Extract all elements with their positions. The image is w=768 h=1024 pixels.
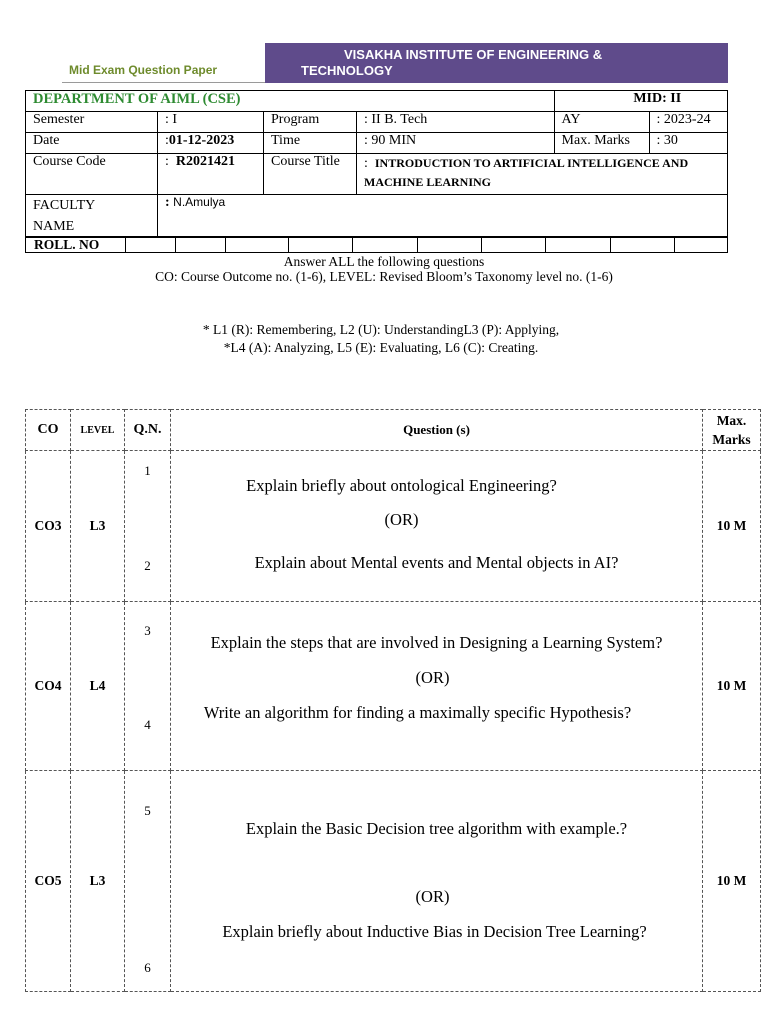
date-label: Date (26, 133, 158, 154)
course-title-label: Course Title (264, 154, 357, 195)
institute-name-line1: VISAKHA INSTITUTE OF ENGINEERING & (344, 47, 603, 62)
paper-label: Mid Exam Question Paper (69, 63, 218, 77)
faculty-label-line2: NAME (33, 219, 75, 234)
co-value: CO3 (26, 451, 71, 602)
max-marks-value: : 30 (649, 133, 727, 154)
roll-box[interactable] (482, 237, 546, 253)
question-cell (171, 771, 703, 992)
question-row (26, 602, 761, 771)
roll-box[interactable] (675, 237, 728, 253)
roll-box[interactable] (418, 237, 482, 253)
roll-box[interactable] (226, 237, 289, 253)
time-label: Time (264, 133, 357, 154)
question-number: 2 (144, 558, 151, 573)
department-name: DEPARTMENT OF AIML (CSE) (26, 91, 555, 112)
course-title-cell (357, 154, 728, 195)
course-code-label: Course Code (26, 154, 158, 195)
level-value: L3 (71, 771, 125, 992)
semester-value: : I (158, 112, 264, 133)
max-marks-label: Max. Marks (554, 133, 649, 154)
or-text: (OR) (415, 668, 450, 687)
marks-value: 10 M (703, 602, 761, 771)
level-value: L4 (71, 602, 125, 771)
marks-value: 10 M (703, 771, 761, 992)
time-value: : 90 MIN (357, 133, 555, 154)
faculty-prefix: : (165, 195, 170, 210)
roll-box[interactable] (289, 237, 353, 253)
roll-box[interactable] (611, 237, 675, 253)
col-header-level: LEVEL (71, 410, 125, 451)
roll-box[interactable] (126, 237, 176, 253)
question-number: 5 (144, 803, 151, 818)
instruction-levels-2: *L4 (A): Analyzing, L5 (E): Evaluating, L6 (C): Creating. (223, 340, 539, 355)
qn-cell (125, 771, 171, 992)
question-number: 1 (144, 463, 151, 478)
co-value: CO5 (26, 771, 71, 992)
paper-label-box (62, 62, 266, 83)
course-title-line2: MACHINE LEARNING (364, 175, 492, 189)
faculty-label-cell (26, 195, 158, 238)
instruction-answer-all: Answer ALL the following questions (283, 254, 485, 269)
ay-value: : 2023-24 (649, 112, 727, 133)
marks-value: 10 M (703, 451, 761, 602)
question-number: 6 (144, 960, 151, 975)
co-value: CO4 (26, 602, 71, 771)
max-marks-header-line2: Marks (712, 432, 751, 447)
question-text: Write an algorithm for finding a maximally specific Hypothesis? (203, 703, 632, 722)
level-value: L3 (71, 451, 125, 602)
instruction-levels-1: * L1 (R): Remembering, L2 (U): UnderstandingL3 (P): Applying, (202, 322, 560, 337)
question-text: Explain the Basic Decision tree algorithm with example.? (245, 819, 628, 838)
instruction-co-level: CO: Course Outcome no. (1-6), LEVEL: Revised Bloom’s Taxonomy level no. (1-6) (155, 269, 613, 284)
question-text: Explain about Mental events and Mental objects in AI? (254, 553, 619, 572)
program-label: Program (264, 112, 357, 133)
roll-label: ROLL. NO (26, 237, 126, 253)
faculty-name: N.Amulya (173, 195, 226, 209)
question-text: Explain briefly about Inductive Bias in Decision Tree Learning? (222, 922, 647, 941)
exam-info-table (25, 90, 728, 238)
roll-number-table (25, 236, 728, 253)
roll-box[interactable] (546, 237, 611, 253)
institute-name-line2: TECHNOLOGY (301, 63, 393, 78)
institute-banner (265, 43, 728, 83)
questions-table (25, 409, 761, 992)
date-cell (158, 133, 264, 154)
roll-box[interactable] (353, 237, 418, 253)
question-cell (171, 451, 703, 602)
question-text: Explain briefly about ontological Engineering? (246, 476, 557, 495)
ay-label: AY (554, 112, 649, 133)
question-text: Explain the steps that are involved in Designing a Learning System? (210, 633, 663, 652)
col-header-question: Question (s) (171, 410, 703, 451)
date-prefix: : (165, 133, 169, 148)
or-text: (OR) (415, 887, 450, 906)
question-row (26, 451, 761, 602)
question-cell (171, 602, 703, 771)
semester-label: Semester (26, 112, 158, 133)
qn-cell (125, 602, 171, 771)
or-text: (OR) (384, 510, 419, 529)
col-header-co: CO (26, 410, 71, 451)
program-value: : II B. Tech (357, 112, 555, 133)
course-title-line1: INTRODUCTION TO ARTIFICIAL INTELLIGENCE AND (374, 156, 689, 170)
faculty-label-line1: FACULTY (33, 198, 96, 213)
max-marks-header-line1: Max. (716, 413, 747, 428)
question-number: 4 (144, 717, 151, 732)
faculty-cell (158, 195, 728, 238)
course-code-cell (158, 154, 264, 195)
col-header-qn: Q.N. (125, 410, 171, 451)
date-value: 01-12-2023 (168, 133, 235, 148)
course-code-prefix: : (165, 154, 169, 169)
mid-label: MID: II (554, 91, 727, 112)
roll-box[interactable] (176, 237, 226, 253)
course-code-value: R2021421 (175, 154, 236, 169)
col-header-max-marks (703, 410, 761, 451)
question-number: 3 (144, 623, 151, 638)
course-title-prefix: : (364, 156, 368, 171)
question-row (26, 771, 761, 992)
